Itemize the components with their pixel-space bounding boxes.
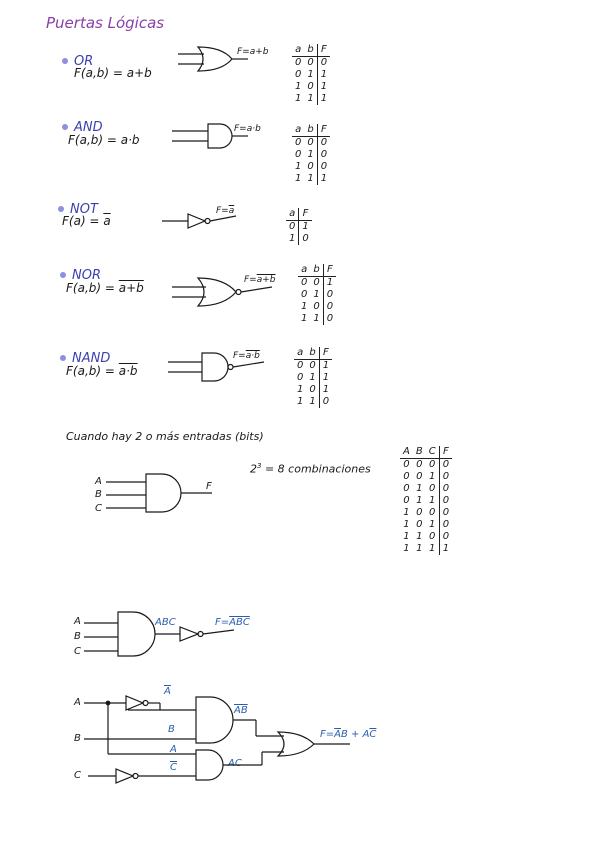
input-label-a: A	[74, 697, 81, 708]
input-label-c: C	[74, 770, 81, 781]
output-label-f: F	[206, 481, 212, 492]
nand-gate-symbol	[168, 353, 264, 381]
intermediate-label-abc: ABC	[155, 617, 176, 628]
or-gate-symbol	[178, 47, 248, 71]
input-label-c: C	[74, 646, 81, 657]
truth-table-or: a b F 0 0 0 0 1 1 1 0 1 1 1 1	[292, 44, 330, 105]
input-label-b: B	[74, 631, 81, 642]
gate-output-label: F=a+b	[244, 275, 276, 285]
input-label-b: B	[74, 733, 81, 744]
and-gate-symbol	[172, 124, 248, 148]
truth-table-3-inputs: A B C F 0 0 0 0 0 0 1 0 0 1 0 0 0 1 1 0 1 0 0 0 1 0 1 0 1 1 0 0 1 1 1 1	[400, 446, 452, 555]
gate-output-label: F=a+b	[237, 47, 269, 57]
combinations-note: $2^3 = 8$ combinaciones	[250, 462, 371, 476]
wire-label-a-bar: $\overline{A}$	[164, 686, 171, 697]
wire-label-a: A	[170, 744, 177, 755]
nor-gate-symbol	[172, 278, 272, 306]
and3-gate-symbol	[106, 474, 212, 512]
truth-table-not: a F 0 1 1 0	[286, 208, 312, 245]
gate-name: NOR	[72, 268, 101, 283]
gate-expression: F(a,b) = a·b	[66, 364, 138, 378]
wire-label-ab: $\overline{AB}$	[234, 705, 248, 716]
input-label-c: C	[95, 503, 102, 514]
output-label-circuit: $F=\overline{A}B + A\overline{C}$	[320, 729, 377, 740]
combined-circuit	[84, 696, 350, 783]
gate-expression: F(a,b) = a·b	[68, 133, 140, 147]
input-label-a: A	[95, 476, 102, 487]
wire-label-ac: AC	[228, 758, 242, 769]
gate-name: NOT	[70, 202, 98, 217]
multi-input-note: Cuando hay 2 o más entradas (bits)	[66, 430, 264, 443]
gate-expression: F(a,b) = a+b	[66, 281, 144, 295]
gate-output-label: F=a·b	[234, 124, 261, 134]
input-label-b: B	[95, 489, 102, 500]
wire-label-c-bar: $\overline{C}$	[170, 762, 177, 773]
truth-table-nand: a b F 0 0 1 0 1 1 1 0 1 1 1 0	[294, 347, 332, 408]
wire-label-b: B	[168, 724, 175, 735]
output-label-nand3: $F=\overline{ABC}$	[215, 617, 250, 628]
page-title: Puertas Lógicas	[46, 14, 165, 32]
input-label-a: A	[74, 616, 81, 627]
gate-output-label: F=a·b	[233, 351, 260, 361]
gate-expression: $F(a) = \overline{a}$	[62, 214, 111, 228]
not-gate-symbol	[162, 214, 236, 228]
nand3-gate-symbol	[84, 612, 234, 656]
gate-output-label: $F=\overline{a}$	[216, 206, 235, 216]
gate-name: OR	[74, 54, 94, 69]
gate-name: NAND	[72, 351, 111, 366]
truth-table-and: a b F 0 0 0 0 1 0 1 0 0 1 1 1	[292, 124, 330, 185]
gate-expression: F(a,b) = a+b	[74, 66, 152, 80]
truth-table-nor: a b F 0 0 1 0 1 0 1 0 0 1 1 0	[298, 264, 336, 325]
gate-name: AND	[74, 120, 103, 135]
